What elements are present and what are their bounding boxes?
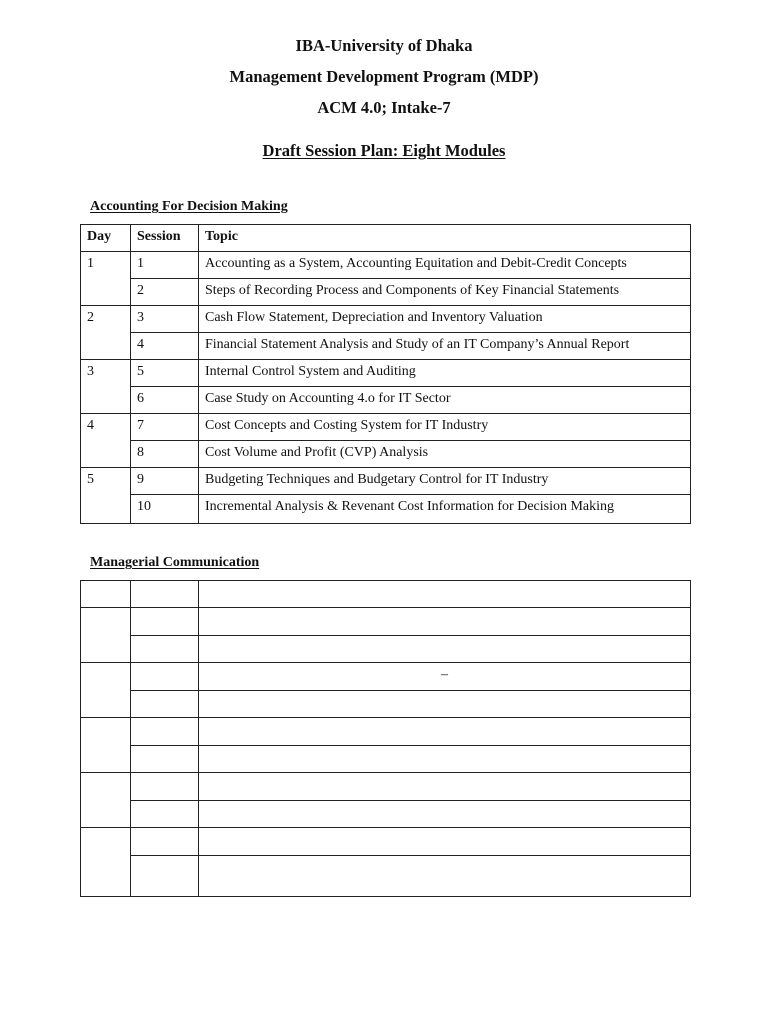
empty-cell — [199, 636, 691, 663]
empty-cell — [131, 663, 199, 691]
session-plan-title — [0, 141, 768, 161]
session-cell: 10 — [131, 495, 199, 524]
session-plan-title-text: Draft Session Plan: Eight Modules — [262, 141, 506, 160]
topic-cell: Case Study on Accounting 4.o for IT Sector — [199, 387, 691, 414]
table-row — [81, 414, 691, 441]
topic-cell: Accounting as a System, Accounting Equitation and Debit-Credit Concepts — [199, 252, 691, 279]
module1-header-row — [81, 225, 691, 252]
empty-cell — [199, 856, 691, 897]
topic-cell: Cost Concepts and Costing System for IT Industry — [199, 414, 691, 441]
empty-cell — [81, 581, 131, 608]
topic-cell: Incremental Analysis & Revenant Cost Information for Decision Making — [199, 495, 691, 524]
session-cell: 5 — [131, 360, 199, 387]
empty-cell — [131, 581, 199, 608]
empty-cell — [81, 608, 131, 663]
session-cell: 4 — [131, 333, 199, 360]
topic-cell: Financial Statement Analysis and Study of an IT Company’s Annual Report — [199, 333, 691, 360]
module1-title: Accounting For Decision Making — [90, 199, 288, 214]
session-cell: 3 — [131, 306, 199, 333]
table-row — [81, 801, 691, 828]
col-header-topic: Topic — [199, 225, 691, 252]
topic-cell: Budgeting Techniques and Budgetary Control for IT Industry — [199, 468, 691, 495]
empty-cell — [81, 828, 131, 897]
empty-cell — [199, 746, 691, 773]
table-row — [81, 333, 691, 360]
empty-cell — [199, 773, 691, 801]
table-row — [81, 608, 691, 636]
day-cell: 1 — [81, 252, 131, 306]
empty-cell — [131, 801, 199, 828]
institution-title: IBA-University of Dhaka — [295, 36, 473, 55]
table-row — [81, 468, 691, 495]
table-row — [81, 279, 691, 306]
table-row — [81, 636, 691, 663]
session-cell: 8 — [131, 441, 199, 468]
table-row — [81, 663, 691, 691]
table-row — [81, 856, 691, 897]
empty-cell — [131, 773, 199, 801]
module2-header-row — [81, 581, 691, 608]
table-row — [81, 360, 691, 387]
empty-cell — [199, 801, 691, 828]
empty-cell — [131, 718, 199, 746]
empty-cell — [199, 718, 691, 746]
empty-cell — [131, 856, 199, 897]
table-row — [81, 252, 691, 279]
day-cell: 2 — [81, 306, 131, 360]
col-header-day: Day — [81, 225, 131, 252]
empty-cell — [131, 746, 199, 773]
session-cell: 2 — [131, 279, 199, 306]
empty-cell — [81, 718, 131, 773]
topic-cell: Internal Control System and Auditing — [199, 360, 691, 387]
topic-cell: Cash Flow Statement, Depreciation and Inventory Valuation — [199, 306, 691, 333]
empty-cell — [199, 581, 691, 608]
dash-cell: – — [199, 663, 691, 691]
table-row — [81, 746, 691, 773]
empty-cell — [131, 636, 199, 663]
table-row — [81, 441, 691, 468]
session-cell: 9 — [131, 468, 199, 495]
session-cell: 1 — [131, 252, 199, 279]
empty-cell — [131, 691, 199, 718]
empty-cell — [131, 828, 199, 856]
empty-cell — [131, 608, 199, 636]
empty-cell — [81, 773, 131, 828]
module1-table — [80, 224, 691, 524]
course-intake-title: ACM 4.0; Intake-7 — [317, 98, 451, 117]
topic-cell: Steps of Recording Process and Components of Key Financial Statements — [199, 279, 691, 306]
day-cell: 4 — [81, 414, 131, 468]
session-cell: 7 — [131, 414, 199, 441]
empty-cell — [81, 663, 131, 718]
table-row — [81, 691, 691, 718]
table-row — [81, 306, 691, 333]
empty-cell — [199, 828, 691, 856]
module2-table — [80, 580, 691, 897]
module2-title: Managerial Communication — [90, 555, 260, 570]
empty-cell — [199, 691, 691, 718]
program-title: Management Development Program (MDP) — [229, 67, 539, 86]
empty-cell — [199, 608, 691, 636]
topic-cell: Cost Volume and Profit (CVP) Analysis — [199, 441, 691, 468]
table-row — [81, 828, 691, 856]
session-cell: 6 — [131, 387, 199, 414]
table-row — [81, 387, 691, 414]
day-cell: 5 — [81, 468, 131, 524]
table-row — [81, 718, 691, 746]
day-cell: 3 — [81, 360, 131, 414]
table-row — [81, 495, 691, 524]
table-row — [81, 773, 691, 801]
col-header-session: Session — [131, 225, 199, 252]
